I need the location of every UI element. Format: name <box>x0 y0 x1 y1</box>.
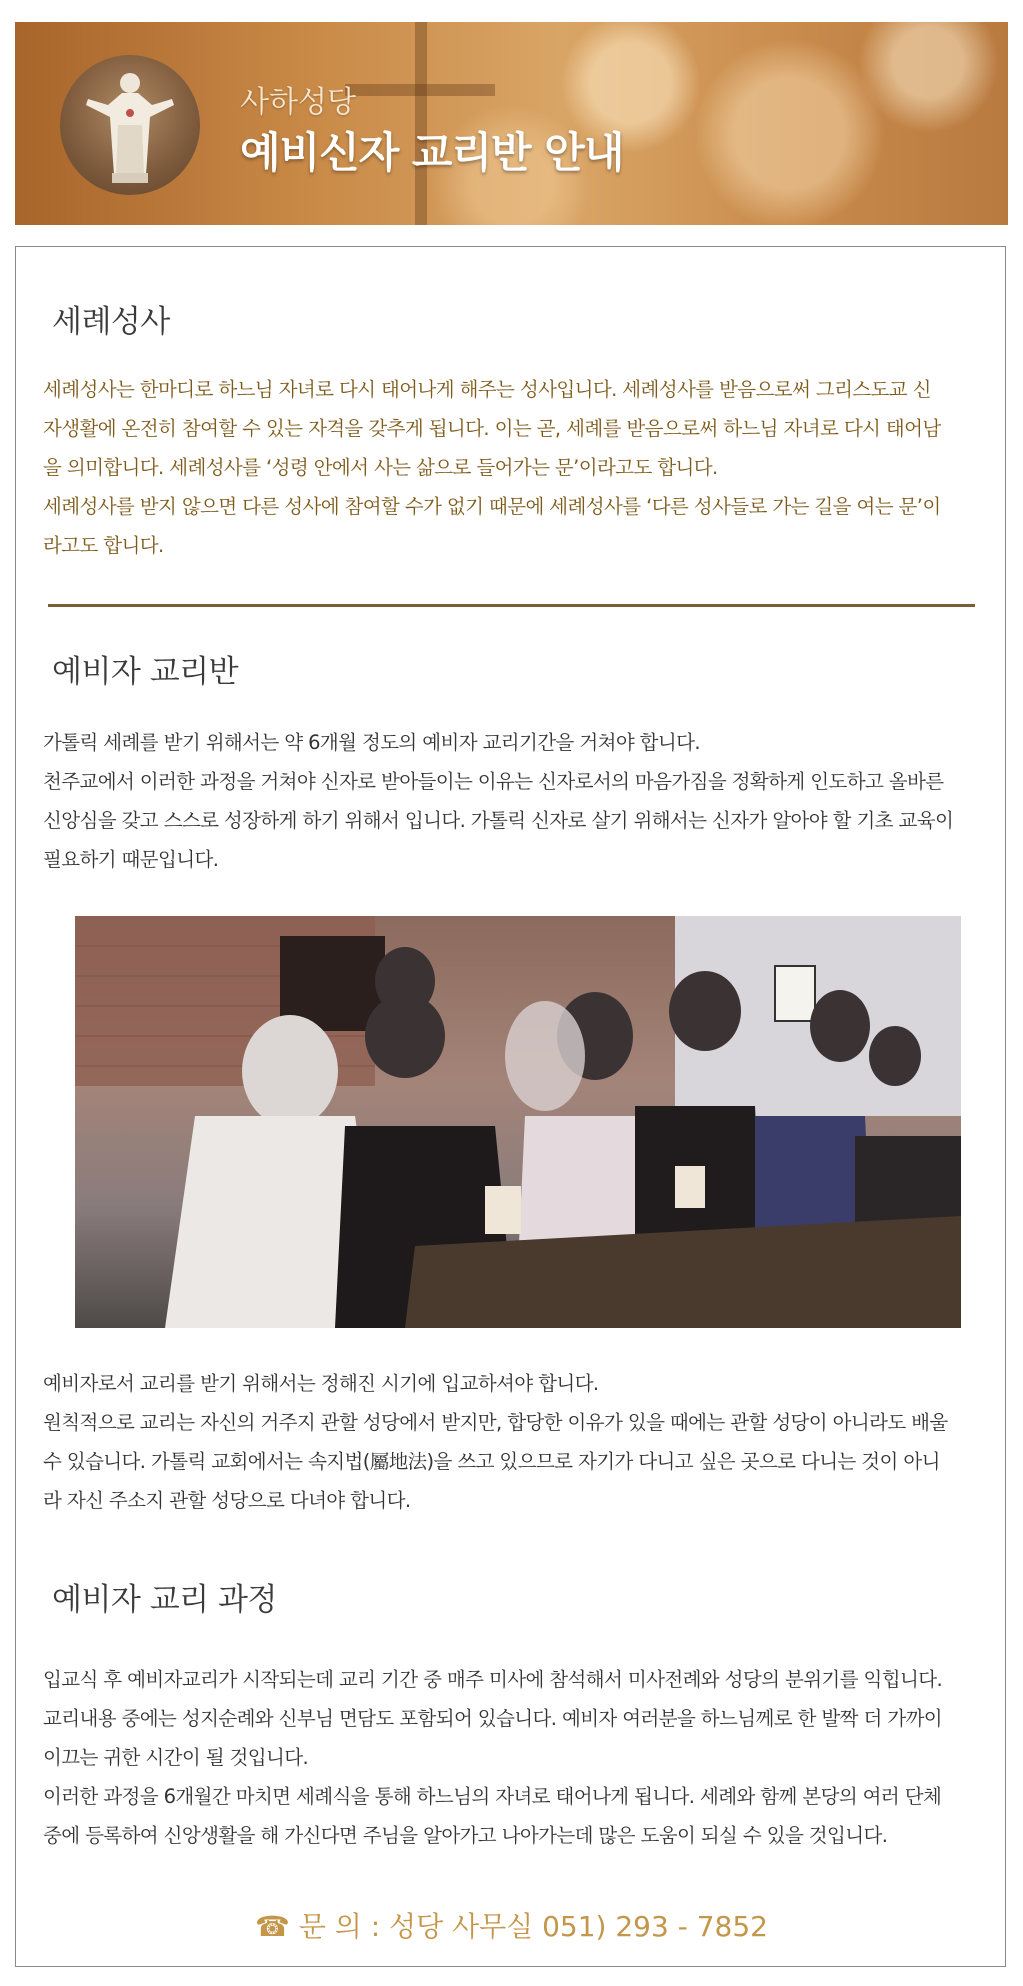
paragraph-line: 가톨릭 세례를 받기 위해서는 약 6개월 정도의 예비자 교리기간을 거쳐야 합니다. <box>43 731 700 754</box>
paragraph-line: 수 있습니다. 가톨릭 교회에서는 속지법(屬地法)을 쓰고 있으므로 자기가 다니고 싶은 곳으로 다니는 것이 아니 <box>43 1450 940 1473</box>
paragraph-line: 입교식 후 예비자교리가 시작되는데 교리 기간 중 매주 미사에 참석해서 미사전례와 성당의 분위기를 익힙니다. <box>43 1668 943 1691</box>
paragraph-line: 라고도 합니다. <box>43 534 164 557</box>
catechumen-paragraph <box>43 723 988 879</box>
section-divider <box>48 604 975 607</box>
contact-text: 문 의 : 성당 사무실 051) 293 - 7852 <box>298 1910 768 1943</box>
photo-illustration <box>75 916 961 1328</box>
paragraph-line: 중에 등록하여 신앙생활을 해 가신다면 주님을 알아가고 나아가는데 많은 도움이 되실 수 있을 것입니다. <box>43 1824 888 1847</box>
paragraph-line: 교리내용 중에는 성지순례와 신부님 면담도 포함되어 있습니다. 예비자 여러분을 하느님께로 한 발짝 더 가까이 <box>43 1707 943 1730</box>
contact-info <box>0 1905 1023 1945</box>
baptism-paragraph <box>43 370 988 565</box>
catechumen-paragraph-2 <box>43 1364 988 1520</box>
banner-subtitle: 사하성당 <box>240 85 356 120</box>
jesus-statue-icon <box>60 55 200 195</box>
paragraph-line: 신앙심을 갖고 스스로 성장하게 하기 위해서 입니다. 가톨릭 신자로 살기 위해서는 신자가 알아야 할 기초 교육이 <box>43 809 954 832</box>
header-banner <box>15 22 1008 225</box>
paragraph-line: 자생활에 온전히 참여할 수 있는 자격을 갖추게 됩니다. 이는 곧, 세례를 받음으로써 하느님 자녀로 다시 태어남 <box>43 417 941 440</box>
paragraph-line: 이끄는 귀한 시간이 될 것입니다. <box>43 1746 309 1769</box>
paragraph-line: 이러한 과정을 6개월간 마치면 세례식을 통해 하느님의 자녀로 태어나게 됩니다. 세례와 함께 본당의 여러 단체 <box>43 1785 942 1808</box>
paragraph-line: 천주교에서 이러한 과정을 거쳐야 신자로 받아들이는 이유는 신자로서의 마음가짐을 정확하게 인도하고 올바른 <box>43 770 944 793</box>
congregation-prayer-photo <box>75 916 961 1328</box>
paragraph-line: 을 의미합니다. 세례성사를 ‘성령 안에서 사는 삶으로 들어가는 문’이라고도 합니다. <box>43 456 718 479</box>
paragraph-line: 필요하기 때문입니다. <box>43 848 219 871</box>
paragraph-line: 예비자로서 교리를 받기 위해서는 정해진 시기에 입교하셔야 합니다. <box>43 1372 599 1395</box>
banner-title: 예비신자 교리반 안내 <box>240 128 624 177</box>
paragraph-line: 원칙적으로 교리는 자신의 거주지 관할 성당에서 받지만, 합당한 이유가 있을 때에는 관할 성당이 아니라도 배울 <box>43 1411 948 1434</box>
paragraph-line: 세례성사는 한마디로 하느님 자녀로 다시 태어나게 해주는 성사입니다. 세례성사를 받음으로써 그리스도교 신 <box>43 378 931 401</box>
jesus-statue-medallion <box>60 55 200 195</box>
paragraph-line: 라 자신 주소지 관할 성당으로 다녀야 합니다. <box>43 1489 411 1512</box>
cross-decoration-bar <box>345 84 495 96</box>
section-heading-catechumen-class: 예비자 교리반 <box>52 654 239 690</box>
section-heading-baptism: 세례성사 <box>52 304 170 340</box>
paragraph-line: 세례성사를 받지 않으면 다른 성사에 참여할 수가 없기 때문에 세례성사를 ‘다른 성사들로 가는 길을 여는 문’이 <box>43 495 941 518</box>
section-heading-catechumen-course: 예비자 교리 과정 <box>52 1582 277 1618</box>
phone-icon: ☎ <box>255 1910 299 1943</box>
course-paragraph <box>43 1660 988 1855</box>
